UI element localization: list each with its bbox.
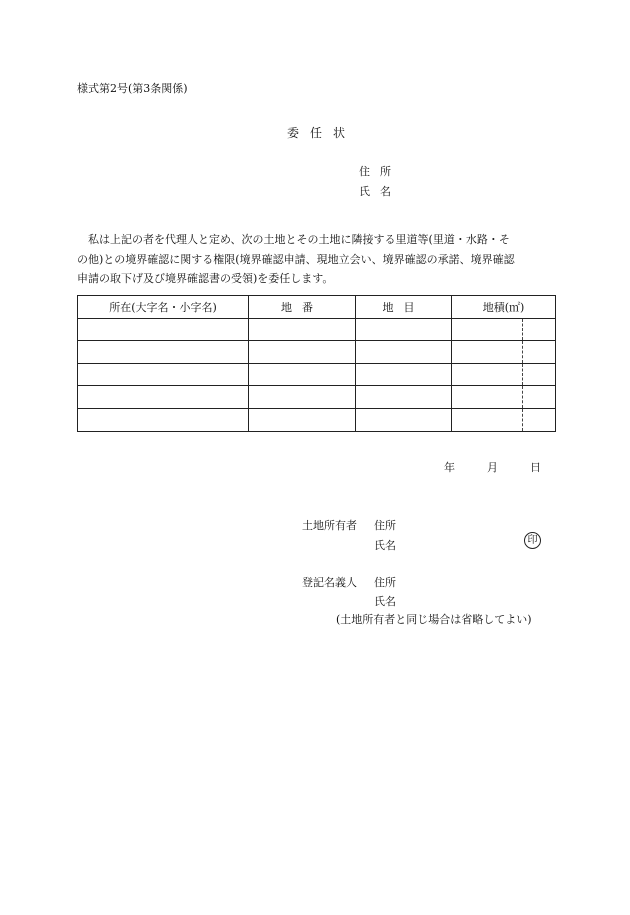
table-cell[interactable]: [452, 341, 556, 364]
statement-line: 申請の取下げ及び境界確認書の受領)を委任します。: [77, 272, 334, 285]
registrant-role-label: 登記名義人: [302, 576, 357, 589]
agent-address-label: 住所: [359, 165, 401, 178]
decimal-divider: [522, 409, 523, 431]
table-cell[interactable]: [452, 318, 556, 341]
table-cell[interactable]: [249, 318, 356, 341]
date-year-label: 年: [444, 461, 455, 474]
table-row: [78, 318, 556, 341]
table-cell[interactable]: [249, 408, 356, 431]
column-header-land-category: 地目: [356, 296, 452, 319]
table-cell[interactable]: [452, 363, 556, 386]
owner-address-label: 住所: [374, 519, 396, 532]
column-header-area: 地積(㎡): [452, 296, 556, 319]
table-cell[interactable]: [78, 341, 249, 364]
table-cell[interactable]: [78, 318, 249, 341]
registrant-address-label: 住所: [374, 576, 396, 589]
registrant-note: (土地所有者と同じ場合は省略してよい): [336, 613, 532, 626]
owner-role-label: 土地所有者: [302, 519, 357, 532]
table-cell[interactable]: [249, 363, 356, 386]
table-cell[interactable]: [249, 386, 356, 409]
table-cell[interactable]: [78, 408, 249, 431]
delegation-statement: [77, 230, 567, 289]
table-cell[interactable]: [356, 341, 452, 364]
statement-line: の他)との境界確認に関する権限(境界確認申請、現地立会い、境界確認の承諾、境界確認: [77, 252, 515, 266]
table-cell[interactable]: [356, 386, 452, 409]
table-cell[interactable]: [356, 363, 452, 386]
table-row: [78, 341, 556, 364]
decimal-divider: [522, 364, 523, 386]
date-day-label: 日: [530, 461, 541, 474]
owner-name-label: 氏名: [374, 539, 396, 552]
land-table: [77, 295, 556, 432]
decimal-divider: [522, 341, 523, 363]
decimal-divider: [522, 319, 523, 341]
registrant-name-label: 氏名: [374, 595, 396, 608]
column-header-location: 所在(大字名・小字名): [78, 296, 249, 319]
table-header-row: [78, 296, 556, 319]
table-row: [78, 363, 556, 386]
table-row: [78, 408, 556, 431]
form-number: 様式第2号(第3条関係): [77, 82, 188, 95]
table-cell[interactable]: [78, 363, 249, 386]
seal-mark: 印: [524, 532, 541, 549]
table-cell[interactable]: [249, 341, 356, 364]
table-row: [78, 386, 556, 409]
page-title: 委任状: [287, 126, 357, 140]
table-cell[interactable]: [452, 386, 556, 409]
table-cell[interactable]: [78, 386, 249, 409]
table-cell[interactable]: [452, 408, 556, 431]
agent-name-label: 氏名: [359, 185, 401, 198]
table-cell[interactable]: [356, 318, 452, 341]
date-month-label: 月: [487, 461, 498, 474]
table-cell[interactable]: [356, 408, 452, 431]
date-line: [444, 459, 541, 475]
decimal-divider: [522, 386, 523, 408]
statement-line: 私は上記の者を代理人と定め、次の土地とその土地に隣接する里道等(里道・水路・そ: [77, 233, 510, 246]
column-header-lot-number: 地番: [249, 296, 356, 319]
